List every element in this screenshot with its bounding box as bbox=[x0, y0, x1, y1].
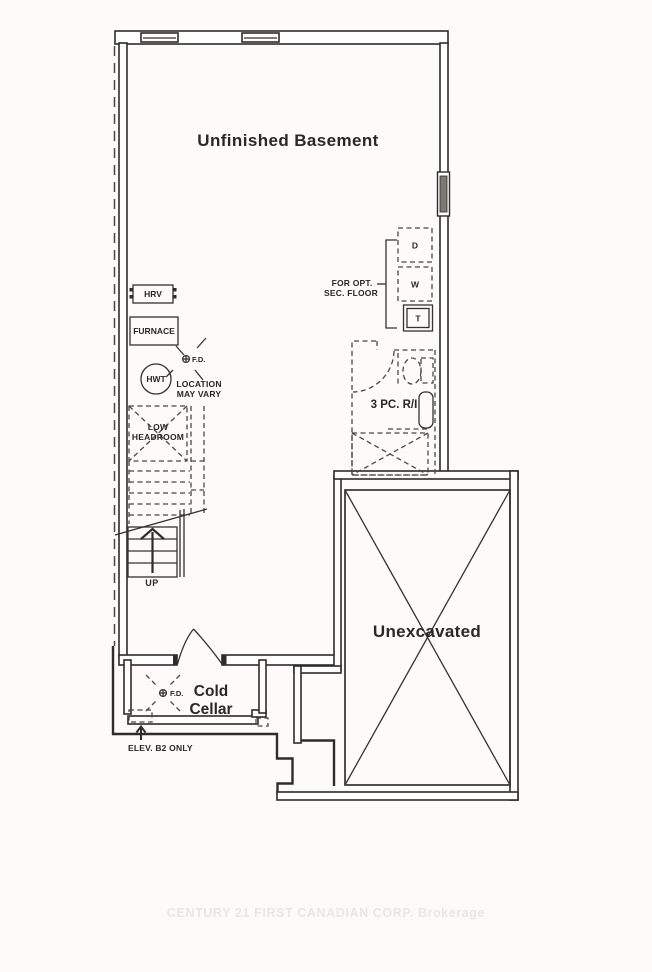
right-wall-window bbox=[438, 172, 450, 216]
dryer-label: D bbox=[411, 240, 419, 251]
fd-label-cellar: F.D. bbox=[170, 689, 184, 698]
hrv-label: HRV bbox=[144, 289, 162, 299]
floor-drain-icon bbox=[160, 690, 167, 697]
up-label: UP bbox=[145, 578, 159, 588]
brokerage-watermark: CENTURY 21 FIRST CANADIAN CORP. Brokerage bbox=[166, 906, 486, 920]
low-headroom-label: HEADROOM bbox=[131, 432, 185, 442]
elev-note-label: ELEV. B2 ONLY bbox=[128, 743, 193, 753]
sec-floor-label: SEC. FLOOR bbox=[324, 288, 378, 298]
sink-icon bbox=[419, 392, 433, 428]
hwt-label: HWT bbox=[146, 374, 166, 384]
unexcavated-bottom-wall bbox=[277, 792, 518, 800]
room-label-cold-cellar: Cold bbox=[193, 683, 229, 700]
cold-cellar-marks bbox=[137, 675, 184, 740]
optional-laundry-group bbox=[377, 228, 433, 331]
door-swing-icon bbox=[353, 351, 394, 392]
for-opt-label: FOR OPT. bbox=[331, 278, 373, 288]
location-may-vary-label: LOCATION bbox=[176, 379, 222, 389]
low-headroom-label: LOW bbox=[147, 422, 169, 432]
fd-label-main: F.D. bbox=[192, 355, 206, 364]
washer-label: W bbox=[410, 279, 420, 290]
floor-drain-icon bbox=[183, 356, 190, 363]
unexcavated-left-connector-wall bbox=[297, 741, 334, 787]
shower-base-icon bbox=[352, 433, 428, 475]
cold-cellar-left-wall bbox=[124, 660, 131, 714]
right-wall bbox=[440, 43, 448, 477]
bath-rough-in-label: 3 PC. R/I bbox=[370, 399, 418, 411]
room-label-unexcavated: Unexcavated bbox=[372, 622, 482, 641]
mechanical-equipment bbox=[130, 285, 207, 394]
basement-bottom-wall-right bbox=[222, 655, 335, 665]
location-may-vary-label: MAY VARY bbox=[176, 389, 222, 399]
left-wall bbox=[119, 43, 127, 657]
door-swing-icon bbox=[178, 629, 223, 664]
bracket-line bbox=[386, 240, 397, 328]
cold-cellar-right-wall bbox=[259, 660, 266, 713]
furnace-label: FURNACE bbox=[133, 326, 175, 336]
tub-label: T bbox=[415, 313, 421, 324]
unexcavated-left-wall bbox=[334, 477, 341, 670]
room-label-cold-cellar: Cellar bbox=[189, 701, 233, 718]
unexcavated-right-wall bbox=[510, 471, 518, 800]
room-label-unfinished-basement: Unfinished Basement bbox=[197, 131, 379, 150]
toilet-icon bbox=[403, 358, 433, 384]
door-jamb-cap-right bbox=[222, 655, 227, 665]
door-jamb-cap-left bbox=[173, 655, 178, 665]
unexcavated-jog-wall-vertical bbox=[294, 666, 301, 743]
